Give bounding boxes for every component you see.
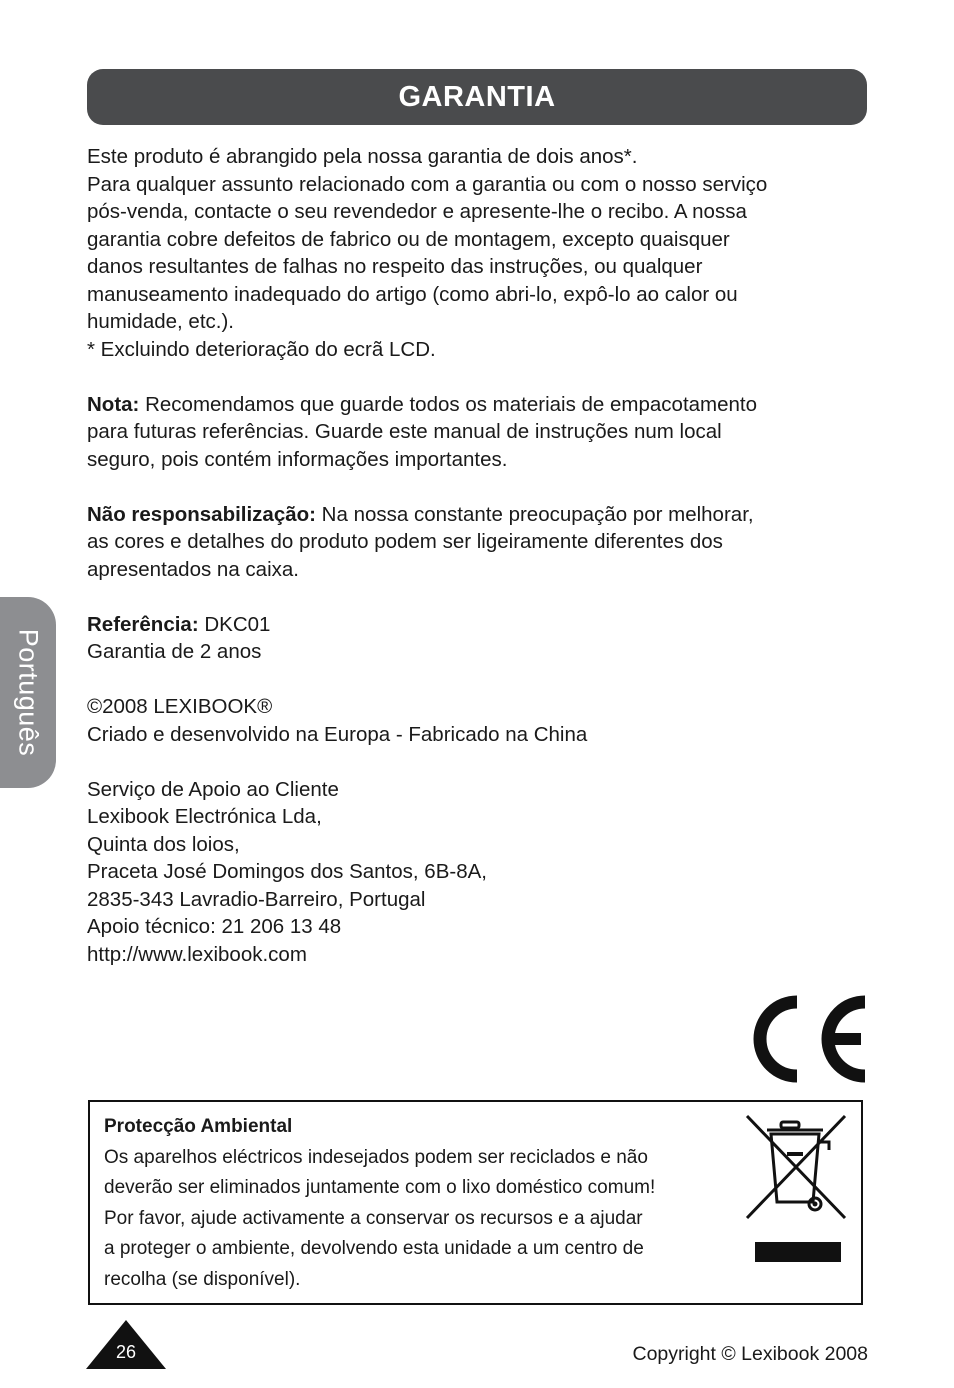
brand-copyright: ©2008 LEXIBOOK® [87, 695, 273, 718]
warranty-paragraph [87, 143, 867, 363]
page-number-badge [86, 1320, 166, 1369]
language-tab [0, 597, 56, 788]
disclaimer-paragraph [87, 501, 867, 584]
support-website-link[interactable]: http://www.lexibook.com [87, 942, 307, 966]
note-text: Recomendamos que guarde todos os materiais de empacotamento [139, 392, 758, 416]
section-title: GARANTIA [398, 80, 556, 113]
page-number: 26 [115, 1342, 137, 1362]
section-header [87, 69, 867, 125]
warranty-line: Este produto é abrangido pela nossa garantia de dois anos*. [87, 145, 638, 168]
language-tab-label: Português [13, 628, 44, 757]
support-line: 2835-343 Lavradio-Barreiro, Portugal [87, 887, 426, 911]
warranty-line: pós-venda, contacte o seu revendedor e apresente-lhe o recibo. A nossa [87, 200, 747, 223]
support-line: Quinta dos loios, [87, 832, 240, 856]
ce-mark-icon [741, 993, 869, 1085]
brand-origin: Criado e desenvolvido na Europa - Fabricado na China [87, 722, 588, 746]
disclaimer-text: Na nossa constante preocupação por melhorar, [315, 502, 754, 526]
note-line: para futuras referências. Guarde este manual de instruções num local [87, 420, 722, 443]
note-label: Nota: [87, 392, 140, 416]
environment-line: deverão ser eliminados juntamente com o lixo doméstico comum! [104, 1177, 656, 1198]
warranty-line: manuseamento inadequado do artigo (como abri-lo, expô-lo ao calor ou [87, 282, 738, 306]
brand-paragraph [87, 693, 867, 748]
warranty-period: Garantia de 2 anos [87, 640, 262, 663]
support-line: Serviço de Apoio ao Cliente [87, 777, 339, 801]
warranty-line: garantia cobre defeitos de fabrico ou de montagem, excepto quaisquer [87, 227, 730, 251]
disclaimer-line: apresentados na caixa. [87, 557, 299, 581]
environment-notice-box [88, 1100, 863, 1305]
environment-notice-text [104, 1112, 734, 1295]
lcd-exclusion-note: * Excluindo deterioração do ecrã LCD. [87, 337, 436, 361]
disclaimer-line: as cores e detalhes do produto podem ser ligeiramente diferentes dos [87, 530, 723, 553]
warranty-line: humidade, etc.). [87, 310, 234, 333]
crossed-out-bin-icon [745, 1114, 851, 1264]
reference-label: Referência: [87, 612, 199, 636]
disclaimer-label: Não responsabilização: [87, 502, 316, 526]
environment-line: Os aparelhos eléctricos indesejados podem ser reciclados e não [104, 1146, 648, 1168]
support-paragraph [87, 776, 867, 969]
environment-title: Protecção Ambiental [104, 1116, 293, 1137]
warranty-line: danos resultantes de falhas no respeito das instruções, ou qualquer [87, 255, 703, 278]
warranty-line: Para qualquer assunto relacionado com a garantia ou com o nosso serviço [87, 172, 768, 196]
support-line: Lexibook Electrónica Lda, [87, 805, 322, 828]
reference-paragraph [87, 611, 867, 666]
environment-line: recolha (se disponível). [104, 1268, 301, 1290]
reference-value: DKC01 [198, 612, 271, 636]
page-body [87, 143, 867, 968]
support-line: Praceta José Domingos dos Santos, 6B-8A, [87, 860, 487, 883]
environment-line: a proteger o ambiente, devolvendo esta unidade a um centro de [104, 1238, 644, 1259]
environment-line: Por favor, ajude activamente a conservar os recursos e a ajudar [104, 1207, 643, 1229]
footer-copyright: Copyright © Lexibook 2008 [632, 1343, 868, 1365]
support-phone: Apoio técnico: 21 206 13 48 [87, 915, 342, 938]
note-line: seguro, pois contém informações importantes. [87, 447, 508, 471]
note-paragraph [87, 391, 867, 474]
